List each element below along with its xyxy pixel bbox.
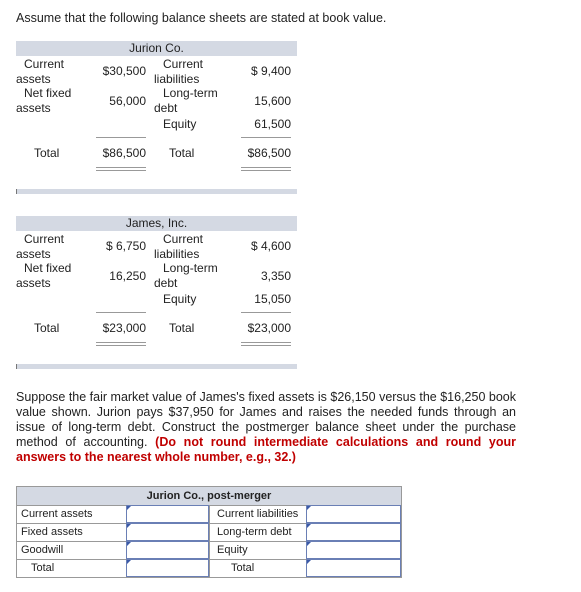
- intro-text: Assume that the following balance sheets are stated at book value.: [16, 11, 387, 25]
- current-liabilities-label: Current liabilities: [217, 508, 299, 520]
- problem-statement: [16, 390, 516, 465]
- jurion-ltd-label-1: Long-term: [163, 86, 218, 100]
- table-row: [17, 541, 401, 559]
- total-liabilities-input[interactable]: [306, 559, 401, 577]
- goodwill-input[interactable]: [126, 541, 209, 559]
- james-assets-double-rule: [96, 342, 146, 346]
- jurion-current-assets-label-1: Current: [24, 57, 65, 71]
- james-current-assets-label-2: assets: [16, 247, 51, 261]
- james-total-label: Total: [34, 321, 60, 335]
- jurion-ltd-label-2: debt: [154, 101, 178, 115]
- total-assets-input[interactable]: [126, 559, 209, 577]
- james-total-liab: $23,000: [247, 321, 291, 335]
- james-current-assets-value: $ 6,750: [105, 239, 146, 253]
- goodwill-label: Goodwill: [21, 544, 64, 556]
- james-current-liab-label-1: Current: [163, 232, 204, 246]
- table-row: [17, 559, 401, 577]
- fixed-assets-label: Fixed assets: [21, 526, 83, 538]
- long-term-debt-label: Long-term debt: [217, 526, 292, 538]
- james-assets-rule: [96, 312, 146, 313]
- jurion-company-name: Jurion Co.: [16, 41, 297, 56]
- rounding-instruction: (Do not round intermediate calculations and round your answers to the nearest whole number, e.g., 32.): [16, 435, 516, 464]
- james-total-assets: $23,000: [102, 321, 146, 335]
- current-liabilities-input[interactable]: [306, 505, 401, 523]
- jurion-equity-value: 61,500: [254, 117, 291, 131]
- jurion-net-fixed-label-2: assets: [16, 101, 51, 115]
- james-liab-rule: [241, 312, 291, 313]
- jurion-total-assets: $86,500: [102, 146, 146, 160]
- jurion-assets-double-rule: [96, 167, 146, 171]
- jurion-equity-label: Equity: [163, 117, 197, 131]
- jurion-current-liab-label-1: Current: [163, 57, 204, 71]
- james-company-name: James, Inc.: [16, 216, 297, 231]
- table-row: [17, 523, 401, 541]
- james-balance-sheet: [16, 216, 297, 351]
- table-row: [17, 505, 401, 523]
- current-assets-label: Current assets: [21, 508, 93, 520]
- jurion-net-fixed-value: 56,000: [109, 94, 146, 108]
- james-current-assets-label-1: Current: [24, 232, 65, 246]
- jurion-balance-sheet: [16, 41, 297, 176]
- section-divider-2: [16, 364, 297, 369]
- problem-text: Suppose the fair market value of James's fixed assets is $26,150 versus the $16,250 book value shown. Jurion pays $37,950 for James and raises the needed funds through an issue of long-term debt. Construct the postmerger balance sheet under the purchase method of accounting.: [16, 390, 516, 449]
- post-merger-table: [16, 486, 402, 578]
- jurion-total-label-right: Total: [169, 146, 195, 160]
- equity-label: Equity: [217, 544, 248, 556]
- long-term-debt-input[interactable]: [306, 523, 401, 541]
- jurion-total-liab: $86,500: [247, 146, 291, 160]
- james-ltd-value: 3,350: [260, 269, 291, 283]
- james-ltd-label-1: Long-term: [163, 261, 218, 275]
- jurion-assets-rule: [96, 137, 146, 138]
- james-current-liab-label-2: liabilities: [154, 247, 200, 261]
- james-ltd-label-2: debt: [154, 276, 178, 290]
- james-net-fixed-label-2: assets: [16, 276, 51, 290]
- jurion-liab-double-rule: [241, 167, 291, 171]
- total-liabilities-label: Total: [231, 562, 255, 574]
- james-equity-value: 15,050: [254, 292, 291, 306]
- current-assets-input[interactable]: [126, 505, 209, 523]
- james-net-fixed-label-1: Net fixed: [24, 261, 72, 275]
- james-net-fixed-value: 16,250: [109, 269, 146, 283]
- jurion-current-assets-value: $30,500: [102, 64, 146, 78]
- jurion-net-fixed-label-1: Net fixed: [24, 86, 72, 100]
- james-total-label-right: Total: [169, 321, 195, 335]
- jurion-current-liab-value: $ 9,400: [250, 64, 291, 78]
- jurion-ltd-value: 15,600: [254, 94, 291, 108]
- post-merger-title: Jurion Co., post-merger: [17, 487, 401, 505]
- equity-input[interactable]: [306, 541, 401, 559]
- section-divider: [16, 189, 297, 194]
- jurion-total-label: Total: [34, 146, 60, 160]
- jurion-current-assets-label-2: assets: [16, 72, 51, 86]
- fixed-assets-input[interactable]: [126, 523, 209, 541]
- jurion-current-liab-label-2: liabilities: [154, 72, 200, 86]
- jurion-liab-rule: [241, 137, 291, 138]
- james-equity-label: Equity: [163, 292, 197, 306]
- james-current-liab-value: $ 4,600: [250, 239, 291, 253]
- james-liab-double-rule: [241, 342, 291, 346]
- total-assets-label: Total: [31, 562, 55, 574]
